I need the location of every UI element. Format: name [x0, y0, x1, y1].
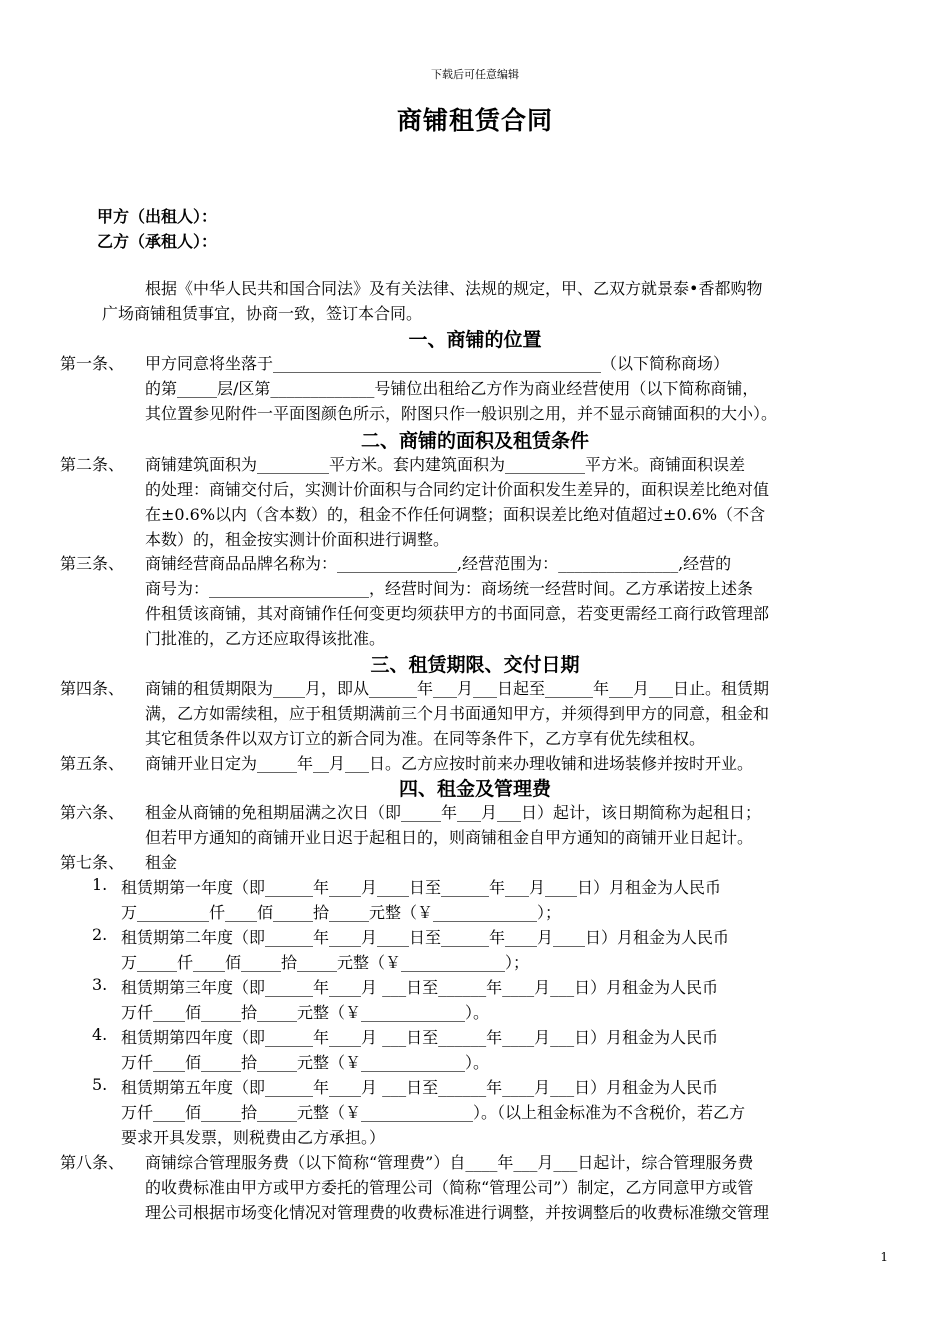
article-line: 件租赁该商铺，其对商铺作任何变更均须获甲方的书面同意，若变更需经工商行政管理部: [145, 604, 770, 623]
item-line: 租赁期第五年度（即______年____月 ___日至______年____月___日）月租金为人民币: [121, 1078, 719, 1097]
intro-line: 根据《中华人民共和国合同法》及有关法律、法规的规定，甲、乙双方就景泰•香都购物: [145, 279, 763, 298]
party-b-label: 乙方（承租人）：: [97, 232, 218, 251]
article-line: 其它租赁条件以双方订立的新合同为准。在同等条件下，乙方享有优先续租权。: [145, 729, 706, 748]
article-line: 本数）的，租金按实测计价面积进行调整。: [145, 530, 450, 549]
item-line: 万仟____佰_____拾_____元整（￥_____________）。: [121, 1003, 490, 1022]
article-label: 第六条、: [60, 803, 125, 822]
item-line: 要求开具发票，则税费由乙方承担。）: [121, 1128, 386, 1147]
article-label: 第七条、: [60, 853, 125, 872]
item-line: 万_________仟____佰_____拾_____元整（￥_____________）；: [121, 903, 562, 922]
article-line: 商铺综合管理服务费（以下简称“管理费”）自____年___月___日起计，综合管理服务费: [145, 1153, 754, 1172]
item-line: 租赁期第二年度（即______年____月____日至______年____月____日）月租金为人民币: [121, 928, 730, 947]
article-line: 在±0.6%以内（含本数）的，租金不作任何调整；面积误差比绝对值超过±0.6%（不含: [145, 505, 766, 524]
section-heading: 三、租赁期限、交付日期: [370, 654, 580, 676]
article-line: 商号为：____________________，经营时间为：商场统一经营时间。乙方承诺按上述条: [145, 579, 754, 598]
page-number: 1: [880, 1250, 888, 1264]
item-number: 4.: [92, 1025, 108, 1044]
article-label: 第八条、: [60, 1153, 125, 1172]
article-line: 租金从商铺的免租期届满之次日（即_____年___月___日）起计，该日期简称为起租日；: [145, 803, 762, 822]
item-line: 万仟____佰_____拾_____元整（￥______________）。（以上租金标准为不含税价，若乙方: [121, 1103, 746, 1122]
item-line: 万仟____佰_____拾_____元整（￥_____________）。: [121, 1053, 490, 1072]
item-line: 租赁期第四年度（即______年____月 ___日至______年____月___日）月租金为人民币: [121, 1028, 719, 1047]
page-title: 商铺租赁合同: [396, 106, 553, 135]
item-number: 3.: [92, 975, 108, 994]
item-number: 2.: [92, 925, 108, 944]
article-label: 第一条、: [60, 354, 125, 373]
section-heading: 二、商铺的面积及租赁条件: [360, 430, 589, 452]
party-a-label: 甲方（出租人）：: [97, 207, 218, 226]
article-line: 满，乙方如需续租，应于租赁期满前三个月书面通知甲方，并须得到甲方的同意，租金和: [145, 704, 770, 723]
article-line: 的收费标准由甲方或甲方委托的管理公司（简称“管理公司”）制定，乙方同意甲方或管: [145, 1178, 754, 1197]
intro-line: 广场商铺租赁事宜，协商一致，签订本合同。: [102, 304, 423, 323]
item-line: 租赁期第一年度（即______年____月____日至______年___月____日）月租金为人民币: [121, 878, 722, 897]
article-heading: 租金: [145, 853, 178, 872]
article-line: 商铺建筑面积为_________平方米。套内建筑面积为__________平方米。商铺面积误差: [145, 455, 746, 474]
item-number: 5.: [92, 1075, 108, 1094]
article-line: 商铺的租赁期限为____月，即从______年___月___日起至______年___月___日止。租赁期: [145, 679, 770, 698]
article-line: 商铺经营商品品牌名称为：_______________,经营范围为：_______________,经营的: [145, 554, 732, 573]
section-heading: 一、商铺的位置: [408, 329, 542, 351]
article-line: 其位置参见附件一平面图颜色所示，附图只作一般识别之用，并不显示商铺面积的大小）。: [145, 404, 778, 423]
article-line: 但若甲方通知的商铺开业日迟于起租日的，则商铺租金自甲方通知的商铺开业日起计。: [145, 828, 754, 847]
article-line: 门批准的，乙方还应取得该批准。: [145, 629, 386, 648]
section-heading: 四、租金及管理费: [398, 778, 551, 800]
article-line: 甲方同意将坐落于_________________________________________（以下简称商场）: [145, 354, 730, 373]
item-line: 租赁期第三年度（即______年____月 ___日至______年____月___日）月租金为人民币: [121, 978, 719, 997]
article-line: 理公司根据市场变化情况对管理费的收费标准进行调整，并按调整后的收费标准缴交管理: [145, 1203, 770, 1222]
article-label: 第三条、: [60, 554, 125, 573]
article-label: 第四条、: [60, 679, 125, 698]
article-line: 的第_____层/区第_____________号铺位出租给乙方作为商业经营使用（以下简称商铺，: [145, 379, 759, 398]
header-note: 下载后可任意编辑: [431, 68, 519, 81]
article-line: 商铺开业日定为_____年__月___日。乙方应按时前来办理收铺和进场装修并按时开业。: [145, 754, 754, 773]
article-label: 第二条、: [60, 455, 125, 474]
article-label: 第五条、: [60, 754, 125, 773]
item-line: 万_____仟____佰_____拾_____元整（￥_____________）；: [121, 953, 530, 972]
article-line: 的处理：商铺交付后，实测计价面积与合同约定计价面积发生差异的，面积误差比绝对值: [145, 480, 770, 499]
item-number: 1.: [92, 875, 108, 894]
